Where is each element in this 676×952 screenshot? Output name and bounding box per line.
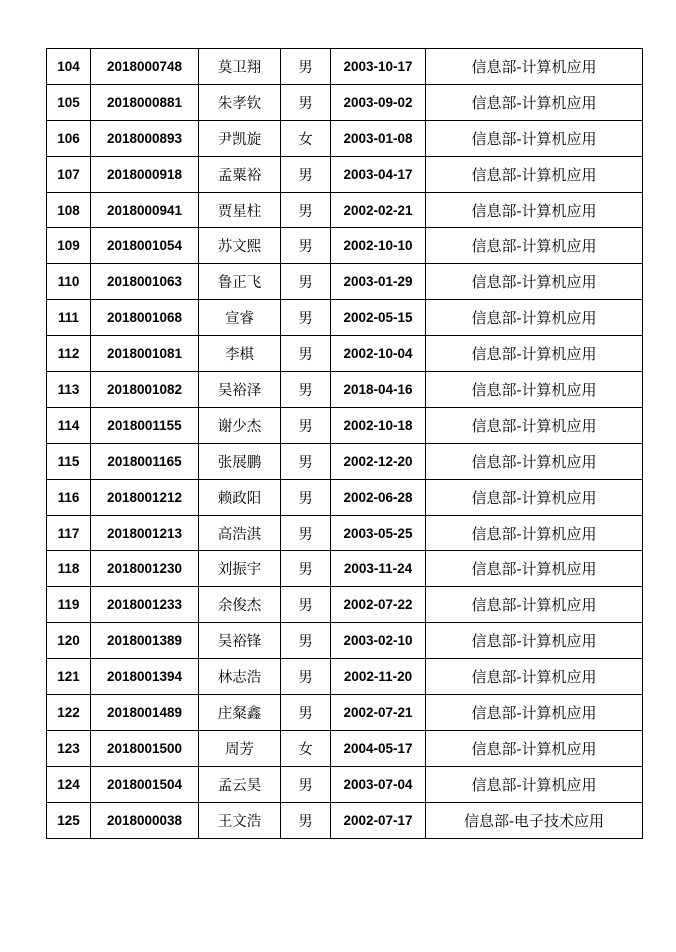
birth-date-cell: 2002-10-18 [331,407,426,443]
row-number-cell: 105 [47,84,91,120]
table-row [47,264,643,300]
birth-date-cell: 2002-07-22 [331,587,426,623]
table-row [47,407,643,443]
row-number-cell: 108 [47,192,91,228]
gender-cell: 男 [281,443,331,479]
row-number-cell: 110 [47,264,91,300]
student-id-cell: 2018001212 [91,479,199,515]
table-row [47,372,643,408]
department-major-cell: 信息部-计算机应用 [426,372,643,408]
gender-cell: 男 [281,766,331,802]
row-number-cell: 112 [47,336,91,372]
department-major-cell: 信息部-计算机应用 [426,730,643,766]
row-number-cell: 114 [47,407,91,443]
student-name-cell: 尹凯旋 [199,120,281,156]
department-major-cell: 信息部-计算机应用 [426,443,643,479]
student-id-cell: 2018001213 [91,515,199,551]
gender-cell: 男 [281,336,331,372]
department-major-cell: 信息部-计算机应用 [426,120,643,156]
department-major-cell: 信息部-计算机应用 [426,659,643,695]
student-name-cell: 宣睿 [199,300,281,336]
birth-date-cell: 2003-07-04 [331,766,426,802]
row-number-cell: 125 [47,802,91,838]
gender-cell: 男 [281,84,331,120]
row-number-cell: 116 [47,479,91,515]
department-major-cell: 信息部-计算机应用 [426,264,643,300]
student-name-cell: 吴裕锋 [199,623,281,659]
department-major-cell: 信息部-计算机应用 [426,49,643,85]
student-id-cell: 2018001054 [91,228,199,264]
row-number-cell: 104 [47,49,91,85]
table-row [47,228,643,264]
department-major-cell: 信息部-计算机应用 [426,228,643,264]
table-row [47,49,643,85]
department-major-cell: 信息部-计算机应用 [426,766,643,802]
student-id-cell: 2018001500 [91,730,199,766]
table-row [47,551,643,587]
department-major-cell: 信息部-计算机应用 [426,300,643,336]
row-number-cell: 106 [47,120,91,156]
department-major-cell: 信息部-计算机应用 [426,84,643,120]
student-id-cell: 2018001082 [91,372,199,408]
gender-cell: 女 [281,730,331,766]
birth-date-cell: 2018-04-16 [331,372,426,408]
student-name-cell: 刘振宇 [199,551,281,587]
birth-date-cell: 2002-02-21 [331,192,426,228]
gender-cell: 男 [281,802,331,838]
table-row [47,587,643,623]
birth-date-cell: 2002-05-15 [331,300,426,336]
birth-date-cell: 2002-07-17 [331,802,426,838]
table-row [47,300,643,336]
gender-cell: 男 [281,515,331,551]
birth-date-cell: 2003-04-17 [331,156,426,192]
table-row [47,695,643,731]
department-major-cell: 信息部-计算机应用 [426,336,643,372]
student-name-cell: 吴裕泽 [199,372,281,408]
student-id-cell: 2018001155 [91,407,199,443]
student-name-cell: 李棋 [199,336,281,372]
table-row [47,479,643,515]
row-number-cell: 119 [47,587,91,623]
student-name-cell: 余俊杰 [199,587,281,623]
student-id-cell: 2018001233 [91,587,199,623]
gender-cell: 男 [281,479,331,515]
department-major-cell: 信息部-计算机应用 [426,623,643,659]
table-row [47,515,643,551]
gender-cell: 男 [281,587,331,623]
student-id-cell: 2018001081 [91,336,199,372]
row-number-cell: 118 [47,551,91,587]
department-major-cell: 信息部-计算机应用 [426,515,643,551]
birth-date-cell: 2002-11-20 [331,659,426,695]
table-row [47,336,643,372]
birth-date-cell: 2004-05-17 [331,730,426,766]
student-name-cell: 张展鹏 [199,443,281,479]
student-name-cell: 王文浩 [199,802,281,838]
student-id-cell: 2018001394 [91,659,199,695]
birth-date-cell: 2003-11-24 [331,551,426,587]
table-row [47,730,643,766]
row-number-cell: 107 [47,156,91,192]
table-row [47,802,643,838]
student-id-cell: 2018001063 [91,264,199,300]
student-id-cell: 2018001068 [91,300,199,336]
row-number-cell: 117 [47,515,91,551]
gender-cell: 男 [281,192,331,228]
table-row [47,766,643,802]
department-major-cell: 信息部-计算机应用 [426,479,643,515]
birth-date-cell: 2002-10-04 [331,336,426,372]
roster-body [47,49,643,839]
student-name-cell: 鲁正飞 [199,264,281,300]
student-id-cell: 2018000918 [91,156,199,192]
birth-date-cell: 2002-10-10 [331,228,426,264]
student-id-cell: 2018000941 [91,192,199,228]
gender-cell: 男 [281,623,331,659]
student-name-cell: 谢少杰 [199,407,281,443]
row-number-cell: 113 [47,372,91,408]
department-major-cell: 信息部-电子技术应用 [426,802,643,838]
table-row [47,623,643,659]
table-row [47,659,643,695]
birth-date-cell: 2003-05-25 [331,515,426,551]
gender-cell: 男 [281,156,331,192]
birth-date-cell: 2003-01-29 [331,264,426,300]
department-major-cell: 信息部-计算机应用 [426,587,643,623]
student-name-cell: 林志浩 [199,659,281,695]
student-name-cell: 周芳 [199,730,281,766]
student-id-cell: 2018000893 [91,120,199,156]
student-name-cell: 赖政阳 [199,479,281,515]
student-name-cell: 孟粟裕 [199,156,281,192]
table-row [47,156,643,192]
birth-date-cell: 2002-06-28 [331,479,426,515]
gender-cell: 男 [281,695,331,731]
row-number-cell: 123 [47,730,91,766]
gender-cell: 男 [281,300,331,336]
row-number-cell: 111 [47,300,91,336]
birth-date-cell: 2002-07-21 [331,695,426,731]
gender-cell: 男 [281,264,331,300]
student-id-cell: 2018001230 [91,551,199,587]
table-row [47,84,643,120]
department-major-cell: 信息部-计算机应用 [426,192,643,228]
student-name-cell: 莫卫翔 [199,49,281,85]
student-name-cell: 庄粲鑫 [199,695,281,731]
row-number-cell: 121 [47,659,91,695]
student-id-cell: 2018001489 [91,695,199,731]
gender-cell: 男 [281,372,331,408]
student-id-cell: 2018000881 [91,84,199,120]
row-number-cell: 115 [47,443,91,479]
gender-cell: 男 [281,228,331,264]
student-id-cell: 2018000038 [91,802,199,838]
student-name-cell: 贾星柱 [199,192,281,228]
gender-cell: 男 [281,551,331,587]
student-id-cell: 2018001389 [91,623,199,659]
birth-date-cell: 2002-12-20 [331,443,426,479]
department-major-cell: 信息部-计算机应用 [426,695,643,731]
student-id-cell: 2018001165 [91,443,199,479]
row-number-cell: 109 [47,228,91,264]
department-major-cell: 信息部-计算机应用 [426,156,643,192]
department-major-cell: 信息部-计算机应用 [426,407,643,443]
birth-date-cell: 2003-10-17 [331,49,426,85]
birth-date-cell: 2003-01-08 [331,120,426,156]
student-roster-table [46,48,643,839]
student-name-cell: 朱孝钦 [199,84,281,120]
row-number-cell: 122 [47,695,91,731]
table-row [47,443,643,479]
student-name-cell: 孟云昊 [199,766,281,802]
student-id-cell: 2018000748 [91,49,199,85]
birth-date-cell: 2003-09-02 [331,84,426,120]
student-id-cell: 2018001504 [91,766,199,802]
student-name-cell: 苏文熙 [199,228,281,264]
gender-cell: 男 [281,49,331,85]
row-number-cell: 120 [47,623,91,659]
student-name-cell: 高浩淇 [199,515,281,551]
gender-cell: 男 [281,659,331,695]
document-page [46,48,642,839]
gender-cell: 女 [281,120,331,156]
row-number-cell: 124 [47,766,91,802]
table-row [47,192,643,228]
gender-cell: 男 [281,407,331,443]
table-row [47,120,643,156]
birth-date-cell: 2003-02-10 [331,623,426,659]
department-major-cell: 信息部-计算机应用 [426,551,643,587]
